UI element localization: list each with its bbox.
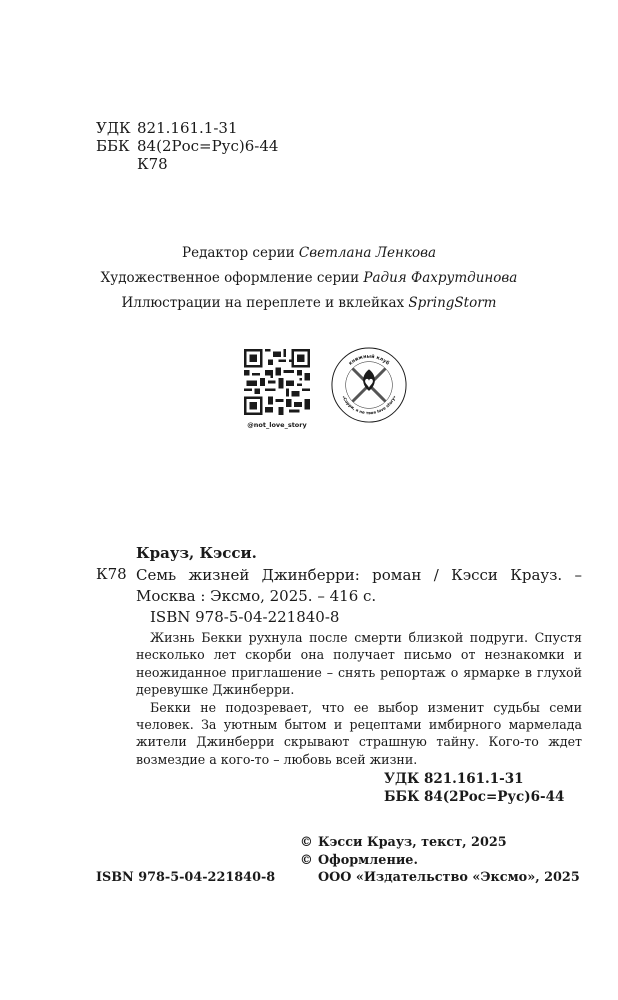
annotation [136,629,582,768]
udk-value-bottom: 821.161.1-31 [424,771,524,787]
copyright-block [300,834,580,887]
annotation-paragraph: Бекки не подозревает, что ее выбор изменит судьбы семи человек. За уютным бытом и рецептами имбирного мармелада жители Джинберри скрывают страшную тайну. Кого-то ждет возмездие а кого-то – любовь всей жизни. [136,699,582,767]
author-mark: К78 [137,155,168,173]
classification-block [96,119,278,173]
bbk-value-bottom: 84(2Рос=Рус)6-44 [424,789,565,805]
design-prefix: Художественное оформление серии [100,270,360,286]
author-mark-bib: К78 [96,565,127,583]
book-club-logo [330,346,408,424]
qr-block [244,349,310,429]
author-heading: Крауз, Кэсси. [136,544,257,562]
editor-line [0,241,618,266]
udk-value: 821.161.1-31 [137,119,238,137]
editor-name: Светлана Ленкова [298,245,436,261]
qr-code-icon [244,349,310,415]
bbk-label: ББК [96,137,130,155]
bibliographic-description: Семь жизней Джинберри: роман / Кэсси Крауз. – Москва : Эксмо, 2025. – 416 с. [136,566,582,605]
qr-handle: @not_love_story [247,421,307,429]
credits-block [0,241,618,316]
bbk-value: 84(2Рос=Рус)6-44 [137,137,279,155]
udk-label: УДК [96,119,131,137]
illustrations-line [0,291,618,316]
editor-prefix: Редактор серии [182,245,295,261]
copyright-publisher: ООО «Издательство «Эксмо», 2025 [318,870,580,885]
designer-name: Радия Фахрутдинова [363,270,518,286]
bbk-label-bottom: ББК [384,789,420,805]
illustrations-prefix: Иллюстрации на переплете и вклейках [121,295,405,311]
copyright-symbol: © [300,852,313,868]
illustrator-name: SpringStorm [408,295,497,311]
club-top-text: книжный клуб [347,353,391,367]
copyright-text: Кэсси Крауз, текст, 2025 [318,835,507,850]
classification-bottom [384,770,564,806]
copyright-symbol: © [300,835,313,850]
annotation-paragraph: Жизнь Бекки рухнула после смерти близкой подруги. Спустя несколько лет скорби она получает письмо от незнакомки и неожиданное приглашение – снять репортаж о ярмарке в глухой деревушке Джинберри. [136,630,582,698]
design-line [0,266,618,291]
club-name-text: «Сорри, я не твоя love story» [341,394,397,416]
isbn-bottom: ISBN 978-5-04-221840-8 [96,870,276,885]
udk-label-bottom: УДК [384,771,420,787]
copyright-design: Оформление. [318,852,418,868]
isbn-line: ISBN 978-5-04-221840-8 [150,608,340,626]
